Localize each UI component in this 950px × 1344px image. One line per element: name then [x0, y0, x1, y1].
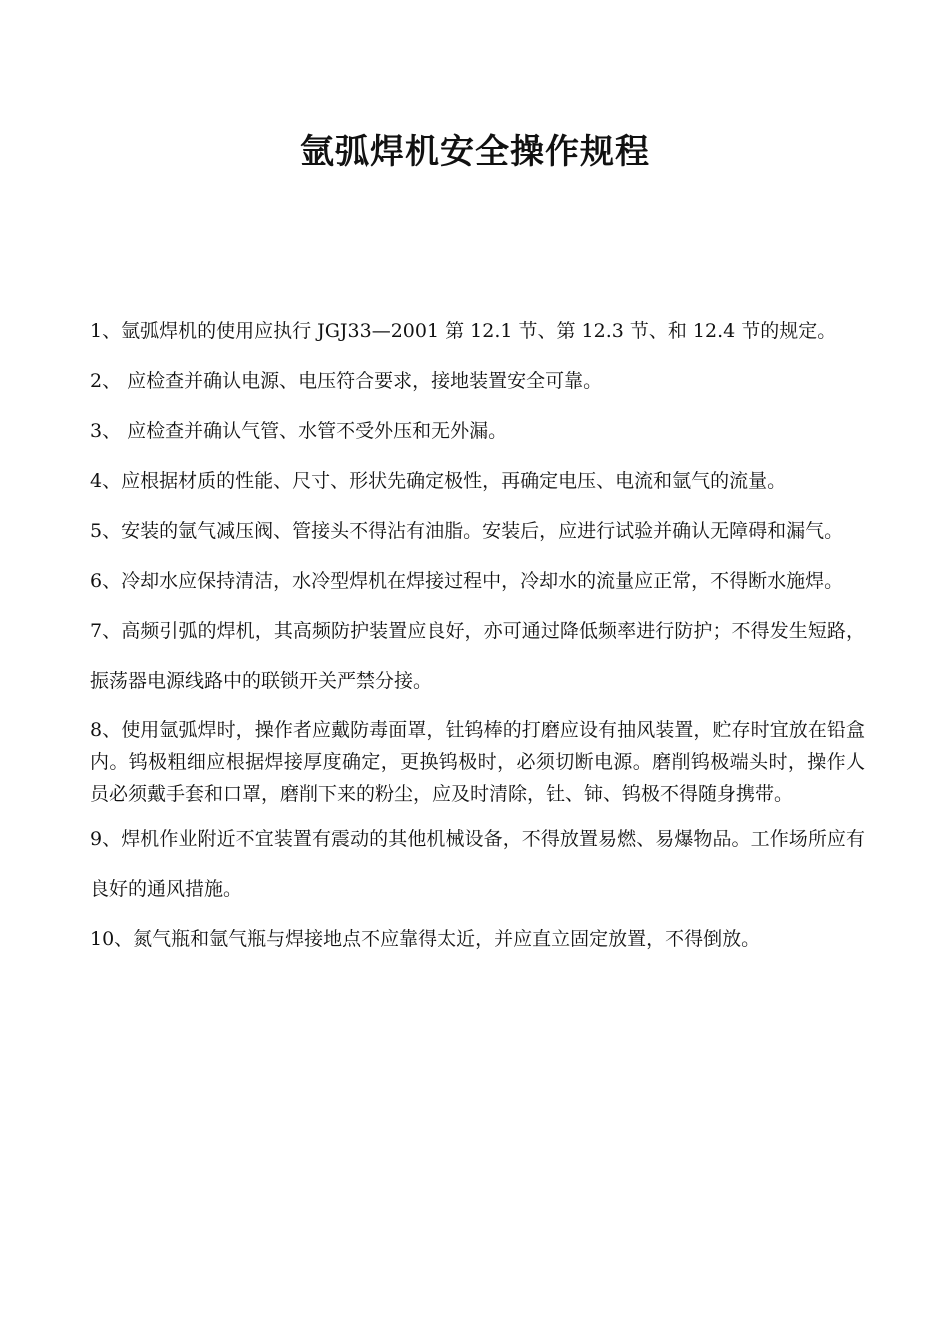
clause-item: 1、氩弧焊机的使用应执行 JGJ33—2001 第 12.1 节、第 12.3 节、和 12.4 节的规定。	[90, 320, 837, 342]
clause-item: 5、安装的氩气减压阀、管接头不得沾有油脂。安装后，应进行试验并确认无障碍和漏气。	[90, 520, 844, 542]
clause-item: 10、氮气瓶和氩气瓶与焊接地点不应靠得太近，并应直立固定放置，不得倒放。	[90, 928, 761, 950]
clause-item: 8、使用氩弧焊时，操作者应戴防毒面罩，钍钨棒的打磨应设有抽风装置，贮存时宜放在铅盒内。钨极粗细应根据焊接厚度确定，更换钨极时，必须切断电源。磨削钨极端头时，操作人员必须戴手套和口罩，磨削下来的粉尘，应及时清除，钍、铈、钨极不得随身携带。	[90, 719, 865, 805]
document-title: 氩弧焊机安全操作规程	[300, 132, 650, 172]
clause-item: 6、冷却水应保持清洁，水冷型焊机在焊接过程中，冷却水的流量应正常，不得断水施焊。	[90, 570, 844, 592]
clause-item: 4、应根据材质的性能、尺寸、形状先确定极性，再确定电压、电流和氩气的流量。	[90, 470, 787, 492]
clause-item: 2、 应检查并确认电源、电压符合要求，接地装置安全可靠。	[90, 370, 603, 392]
clause-item: 3、 应检查并确认气管、水管不受外压和无外漏。	[90, 420, 508, 442]
clause-item: 7、高频引弧的焊机，其高频防护装置应良好，亦可通过降低频率进行防护；不得发生短路，振荡器电源线路中的联锁开关严禁分接。	[90, 620, 865, 692]
clause-list	[90, 306, 865, 964]
clause-item: 9、焊机作业附近不宜装置有震动的其他机械设备，不得放置易燃、易爆物品。工作场所应有良好的通风措施。	[90, 828, 865, 900]
